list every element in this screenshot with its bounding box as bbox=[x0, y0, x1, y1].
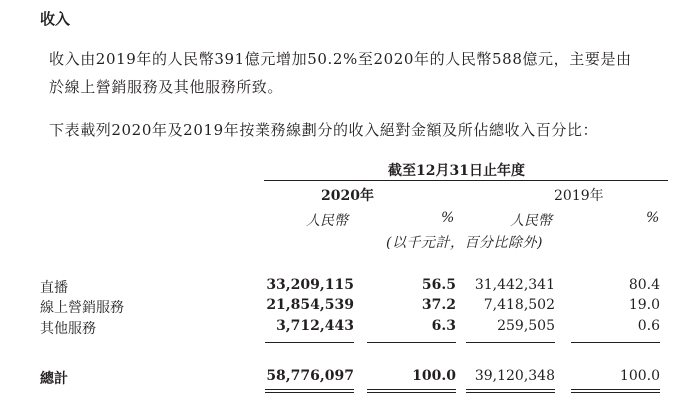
subtotal-rule bbox=[367, 342, 456, 343]
column-year-2019: 2019年 bbox=[554, 188, 604, 204]
cell-pct-2019: 19.0 bbox=[628, 297, 660, 313]
cell-rmb-2019: 259,505 bbox=[497, 318, 555, 334]
row-label-online-marketing: 線上營銷服務 bbox=[40, 300, 124, 316]
row-label-total: 總計 bbox=[40, 371, 68, 387]
cell-total-rmb-2019: 39,120,348 bbox=[474, 368, 555, 384]
paragraph-table-intro: 下表載列2020年及2019年按業務線劃分的收入絕對金額及所佔總收入百分比： bbox=[49, 121, 599, 139]
section-heading: 收入 bbox=[40, 10, 71, 28]
row-label-livestreaming: 直播 bbox=[40, 280, 68, 296]
cell-total-pct-2019: 100.0 bbox=[619, 368, 660, 384]
column-header-rmb-2019: 人民幣 bbox=[510, 213, 552, 229]
total-double-rule bbox=[367, 389, 456, 393]
column-header-pct-2020: % bbox=[441, 210, 455, 226]
cell-rmb-2020: 33,209,115 bbox=[266, 277, 354, 293]
paragraph-revenue-line-1: 收入由2019年的人民幣391億元增加50.2%至2020年的人民幣588億元，主要是由 bbox=[49, 50, 632, 68]
column-header-rmb-2020: 人民幣 bbox=[306, 213, 348, 229]
total-double-rule bbox=[265, 389, 354, 393]
cell-pct-2020: 6.3 bbox=[431, 318, 456, 334]
period-header-rule bbox=[264, 180, 668, 181]
cell-rmb-2019: 7,418,502 bbox=[483, 297, 555, 313]
row-label-other-services: 其他服務 bbox=[40, 321, 96, 337]
cell-rmb-2020: 21,854,539 bbox=[266, 297, 354, 313]
paragraph-revenue-line-2: 於線上營銷服務及其他服務所致。 bbox=[49, 78, 284, 96]
cell-pct-2019: 0.6 bbox=[637, 318, 660, 334]
cell-total-pct-2020: 100.0 bbox=[412, 368, 456, 384]
unit-note: (以千元計，百分比除外) bbox=[386, 235, 543, 251]
cell-total-rmb-2020: 58,776,097 bbox=[266, 368, 354, 384]
cell-rmb-2020: 3,712,443 bbox=[276, 318, 354, 334]
column-year-2020: 2020年 bbox=[321, 188, 374, 204]
subtotal-rule bbox=[571, 342, 660, 343]
table-period-header: 截至12月31日止年度 bbox=[388, 163, 525, 179]
cell-pct-2020: 56.5 bbox=[421, 277, 456, 293]
cell-pct-2020: 37.2 bbox=[421, 297, 456, 313]
column-header-pct-2019: % bbox=[646, 210, 660, 226]
subtotal-rule bbox=[265, 342, 354, 343]
cell-pct-2019: 80.4 bbox=[628, 277, 660, 293]
total-double-rule bbox=[571, 389, 660, 393]
subtotal-rule bbox=[466, 342, 555, 343]
cell-rmb-2019: 31,442,341 bbox=[474, 277, 555, 293]
total-double-rule bbox=[466, 389, 555, 393]
